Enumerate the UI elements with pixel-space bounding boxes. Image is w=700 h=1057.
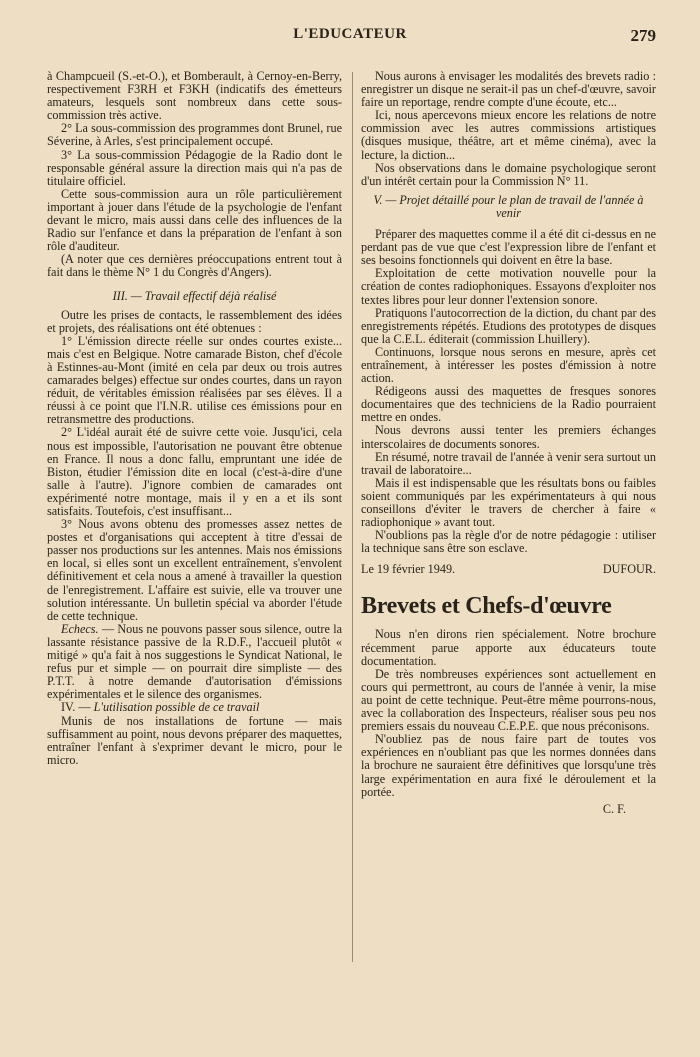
echecs-label: Echecs. (61, 621, 99, 636)
right-column (361, 70, 656, 816)
paragraph: Pratiquons l'autocorrection de la diction, du chant par des enregistrements répétés. Etudions des prototypes de disques que la C.E.L. éditerait (commission Lhuillery). (361, 305, 656, 346)
page-number: 279 (630, 26, 656, 45)
section-number: IV. — (61, 700, 94, 715)
column-divider (352, 72, 353, 962)
paragraph: De très nombreuses expériences sont actuellement en cours qui permettront, au cours de l'année à venir, la mise au point de cette technique. Peut-être même pourrons-nous, avec la collaboration des Inspecteurs, réaliser sous peu nos premiers essais du nouveau C.E.P.E. que nous préconisons. (361, 666, 656, 734)
paragraph: 2° La sous-commission des programmes dont Brunel, rue Séverine, à Arles, s'est principalement occupé. (47, 121, 342, 149)
author: DUFOUR. (602, 562, 656, 577)
journal-title: L'EDUCATEUR (293, 26, 407, 42)
paragraph: 3° La sous-commission Pédagogie de la Radio dont le responsable général assure la direction mais qui n'a pas de titulaire officiel. (47, 147, 342, 188)
paragraph: Nous n'en dirons rien spécialement. Notre brochure récemment parue apporte aux éducateurs toute documentation. (361, 627, 656, 668)
paragraph: 2° L'idéal aurait été de suivre cette voie. Jusqu'ici, cela nous est impossible, l'autorisation ne pouvant être obtenue en France. Il nous a donc fallu, empruntant une idée de Biston, étudier l'émission dite en local (c'est-à-dire d'une salle à l'autre). J'ignore combien de camarades ont expérimenté notre montage, mais il y en a et ils sont satisfaits. Toutefois, c'est insuffisant... (47, 425, 342, 518)
paragraph: Exploitation de cette motivation nouvelle pour la création de contes radiophoniques. Essayons d'exploiter nos textes libres pour leur donner l'extension sonore. (361, 266, 656, 307)
paragraph: Nous devrons aussi tenter les premiers échanges interscolaires de documents sonores. (361, 423, 656, 451)
paragraph: N'oubliez pas de nous faire part de toutes vos expériences en n'oubliant pas que les normes données dans la brochure ne sauraient être définitives que lorsqu'une très large expérimentation en aura fixé le déroulement et la portée. (361, 732, 656, 799)
paragraph (47, 623, 342, 702)
paragraph: (A noter que ces dernières préoccupations entrent tout à fait dans le thème N° 1 du Congrès d'Angers). (47, 252, 342, 280)
section-heading: III. — Travail effectif déjà réalisé (112, 288, 277, 303)
paragraph: Mais il est indispensable que les résultats bons ou faibles soient communiqués par les expérimentateurs à qui nous conseillons d'éviter le travers de chercher à faire « radiophonique » avant tout. (361, 475, 656, 530)
paragraph: Préparer des maquettes comme il a été dit ci-dessus en ne perdant pas de vue que c'est l'expression libre de l'enfant et ses besoins fonctionnels qui doivent en être la base. (361, 227, 656, 268)
paragraph: 3° Nous avons obtenu des promesses assez nettes de postes et d'organisations qui acceptent à titre d'essai de passer nos productions sur les antennes. Mais nos émissions en local, si elles sont un excellent entraînement, s'envolent définitivement et cela nous a amené à travailler la question de l'enregistrement. L'affaire est suivie, elle va trouver une solution intéressante. Un bulletin spécial va aborder l'étude de cette technique. (47, 517, 342, 623)
paragraph: Cette sous-commission aura un rôle particulièrement important à jouer dans l'étude de la psychologie de l'enfant devant le micro, mais aussi dans celle des influences de la Radio sur l'enfance et dans la préparation de l'enfant à son rôle d'auditeur. (47, 186, 342, 254)
section-heading (47, 701, 342, 714)
paragraph: N'oublions pas la règle d'or de notre pédagogie : utiliser la technique sans être son esclave. (361, 528, 656, 556)
paragraph: Continuons, lorsque nous serons en mesure, après cet entraînement, à intéresser les postes d'émission à notre action. (361, 344, 656, 386)
section-heading: V. — Projet détaillé pour le plan de travail de l'année à venir (373, 192, 644, 220)
paragraph: En résumé, notre travail de l'année à venir sera surtout un travail de laboratoire... (361, 449, 656, 477)
author-initials: C. F. (602, 801, 626, 816)
paragraph: Rédigeons aussi des maquettes de fresques sonores documentaires que des techniciens de la Radio pourraient mettre en ondes. (361, 384, 656, 425)
paragraph: Nos observations dans le domaine psychologique seront d'un intérêt certain pour la Commission N° 11. (361, 160, 656, 188)
paragraph: Munis de nos installations de fortune — mais suffisamment au point, nous devons préparer des maquettes, entraîner l'enfant à s'exprimer devant le micro, pour le micro. (47, 713, 342, 767)
paragraph: 1° L'émission directe réelle sur ondes courtes existe... mais c'est en Belgique. Notre camarade Biston, chef d'école à Estinnes-au-Mont (imité en cela par deux ou trois autres camarades belges) effectue sur ondes courtes, dans un rayon réduit, de véritables émission réalisées par ses élèves. Il a réussi à ce point que l'I.N.R. utilise ces émissions pour en retransmettre des productions. (47, 333, 342, 427)
date: Le 19 février 1949. (361, 562, 456, 577)
echecs-text: — Nous ne pouvons passer sous silence, outre la lassante résistance passive de la R.D.F., l'accueil plutôt « mitigé » qu'a fait à nos suggestions le Syndicat National, le refus pur et simple — on pourrait dire simpliste — des P.T.T. à notre demande d'autorisation d'émissions expérimentales et le silence des organismes. (47, 621, 342, 702)
section-title: L'utilisation possible de ce travail (93, 700, 260, 715)
paragraph: Outre les prises de contacts, le rassemblement des idées et projets, des réalisations ont été obtenues : (47, 307, 342, 335)
article-title: Brevets et Chefs-d'œuvre (361, 593, 612, 620)
paragraph: à Champcueil (S.-et-O.), et Bomberault, à Cernoy-en-Berry, respectivement F3RH et F3KH (indicatifs des émetteurs amateurs, lesquels sont nombreux dans cette sous-commission très active. (47, 69, 342, 123)
left-column (47, 70, 342, 767)
paragraph: Nous aurons à envisager les modalités des brevets radio : enregistrer un disque ne serait-il pas un chef-d'œuvre, savoir faire un reportage, rendre compte d'une écoute, etc... (361, 69, 656, 110)
signature-line (361, 563, 656, 576)
page-header (40, 26, 660, 50)
paragraph: Ici, nous apercevons mieux encore les relations de notre commission avec les autres commissions artistiques (disques musique, théâtre, art et même cinéma), avec la lecture, la diction... (361, 108, 656, 162)
